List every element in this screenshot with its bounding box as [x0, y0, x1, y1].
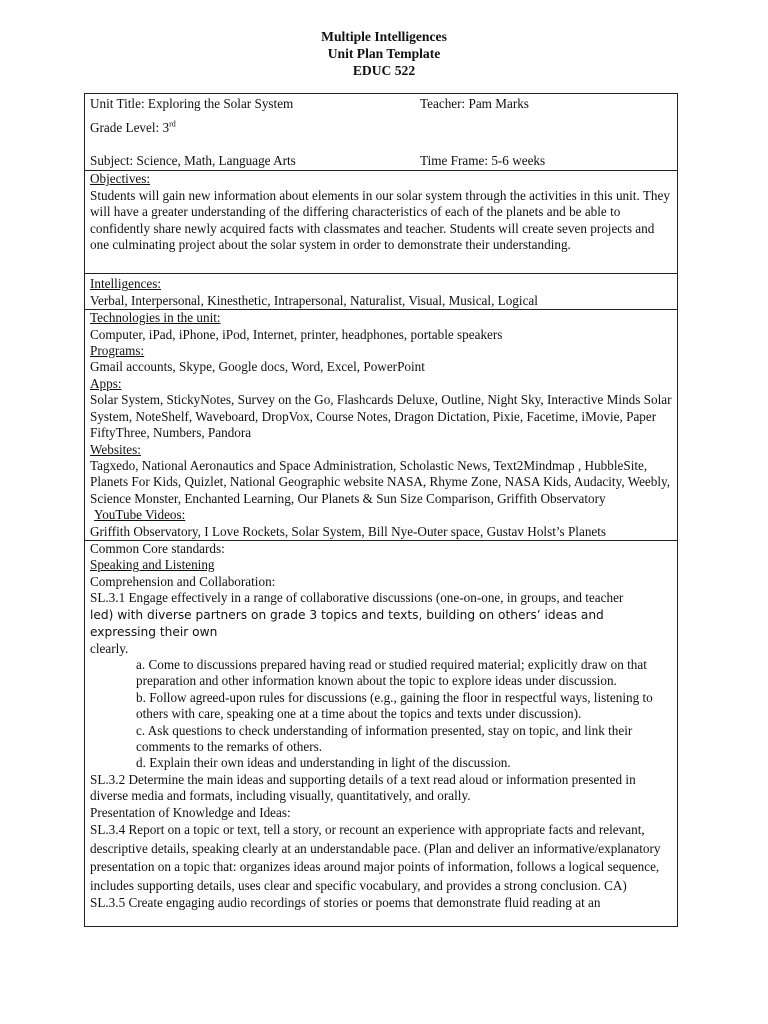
- standard-sl-3-5: SL.3.5 Create engaging audio recordings of stories or poems that demonstrate fluid reading at an: [90, 895, 601, 911]
- unit-plan-table: [84, 93, 678, 927]
- standard-sl-3-1-line3: clearly.: [90, 640, 129, 656]
- youtube-text: Griffith Observatory, I Love Rockets, Solar System, Bill Nye-Outer space, Gustav Holst’s Planets: [90, 523, 607, 539]
- objectives-text: Students will gain new information about elements in our solar system through the activities in this unit. They will have a greater understanding of the differing characteristics of each of the planets and be able to confidently share newly acquired facts with classmates and teacher. Students will create seven projects and one culminating project about the solar system in order to demonstrate their understanding.: [90, 187, 670, 253]
- programs-text: Gmail accounts, Skype, Google docs, Word, Excel, PowerPoint: [90, 359, 425, 375]
- standard-sl-3-1-line1: SL.3.1 Engage effectively in a range of collaborative discussions (one-on-one, in groups, and teacher: [90, 590, 624, 606]
- grade-level: Grade Level: 3rd: [90, 119, 176, 135]
- apps-heading: Apps:: [90, 375, 122, 391]
- standard-sl-3-2: SL.3.2 Determine the main ideas and supporting details of a text read aloud or information presented in diverse media and formats, including visually, quantitatively, and orally.: [90, 771, 636, 804]
- subject: Subject: Science, Math, Language Arts: [90, 153, 296, 168]
- websites-heading: Websites:: [90, 441, 141, 457]
- intelligences-section: [85, 274, 677, 310]
- technologies-heading: Technologies in the unit:: [90, 310, 221, 326]
- youtube-heading: YouTube Videos:: [94, 507, 186, 523]
- standard-sl-3-1-line2: led) with diverse partners on grade 3 topics and texts, building on others’ ideas and expressing their own: [90, 607, 604, 639]
- standard-sl-3-4: SL.3.4 Report on a topic or text, tell a story, or recount an experience with appropriate facts and relevant, descriptive details, speaking clearly at an understandable pace. (Plan and deliver an informative/explanatory presentation on a topic that: organizes ideas around major points of information, follows a logical sequence, includes supporting details, uses clear and specific vocabulary, and provides a strong conclusion. CA): [90, 822, 661, 893]
- standard-item-d: d. Explain their own ideas and understanding in light of the discussion.: [136, 755, 511, 771]
- header-subtitle: Unit Plan Template: [327, 46, 441, 61]
- standard-item-a: a. Come to discussions prepared having read or studied required material; explicitly draw on that preparation and other information known about the topic to explore ideas under discussion.: [136, 656, 647, 689]
- document-header: [0, 28, 768, 79]
- intelligences-text: Verbal, Interpersonal, Kinesthetic, Intrapersonal, Naturalist, Visual, Musical, Logical: [90, 292, 538, 308]
- standards-section: [85, 541, 677, 912]
- programs-heading: Programs:: [90, 343, 145, 359]
- unit-title: Unit Title: Exploring the Solar System: [90, 96, 294, 111]
- objectives-heading: Objectives:: [90, 171, 151, 187]
- technologies-text: Computer, iPad, iPhone, iPod, Internet, printer, headphones, portable speakers: [90, 326, 503, 342]
- time-frame: Time Frame: 5-6 weeks: [420, 153, 546, 168]
- presentation-heading: Presentation of Knowledge and Ideas:: [90, 804, 291, 820]
- intelligences-heading: Intelligences:: [90, 276, 162, 292]
- speaking-listening-heading: Speaking and Listening: [90, 557, 215, 573]
- comprehension-heading: Comprehension and Collaboration:: [90, 573, 276, 589]
- unit-info-section: [85, 94, 677, 171]
- technologies-section: [85, 310, 677, 541]
- teacher-name: Teacher: Pam Marks: [420, 96, 529, 111]
- standard-item-b: b. Follow agreed-upon rules for discussions (e.g., gaining the floor in respectful ways, listening to others with care, speaking one at a time about the topics and texts under discussion).: [136, 689, 653, 722]
- standards-heading: Common Core standards:: [90, 540, 225, 556]
- websites-text: Tagxedo, National Aeronautics and Space Administration, Scholastic News, Text2Mindmap , HubbleSite, Planets For Kids, Quizlet, National Geographic website NASA, Rhyme Zone, NASA Kids, Audacity, Weebly, Science Monster, Enchanted Learning, Our Planets & Sun Size Comparison, Griffith Observatory: [90, 457, 671, 506]
- header-title: Multiple Intelligences: [321, 29, 447, 44]
- standard-item-c: c. Ask questions to check understanding of information presented, stay on topic, and link their comments to the remarks of others.: [136, 722, 633, 754]
- objectives-section: [85, 171, 677, 274]
- apps-text: Solar System, StickyNotes, Survey on the Go, Flashcards Deluxe, Outline, Night Sky, Interactive Minds Solar System, NoteShelf, Waveboard, DropVox, Course Notes, Dragon Dictation, Pixie, Facetime, iMovie, Paper FiftyThree, Numbers, Pandora: [90, 392, 672, 441]
- header-course: EDUC 522: [352, 63, 416, 78]
